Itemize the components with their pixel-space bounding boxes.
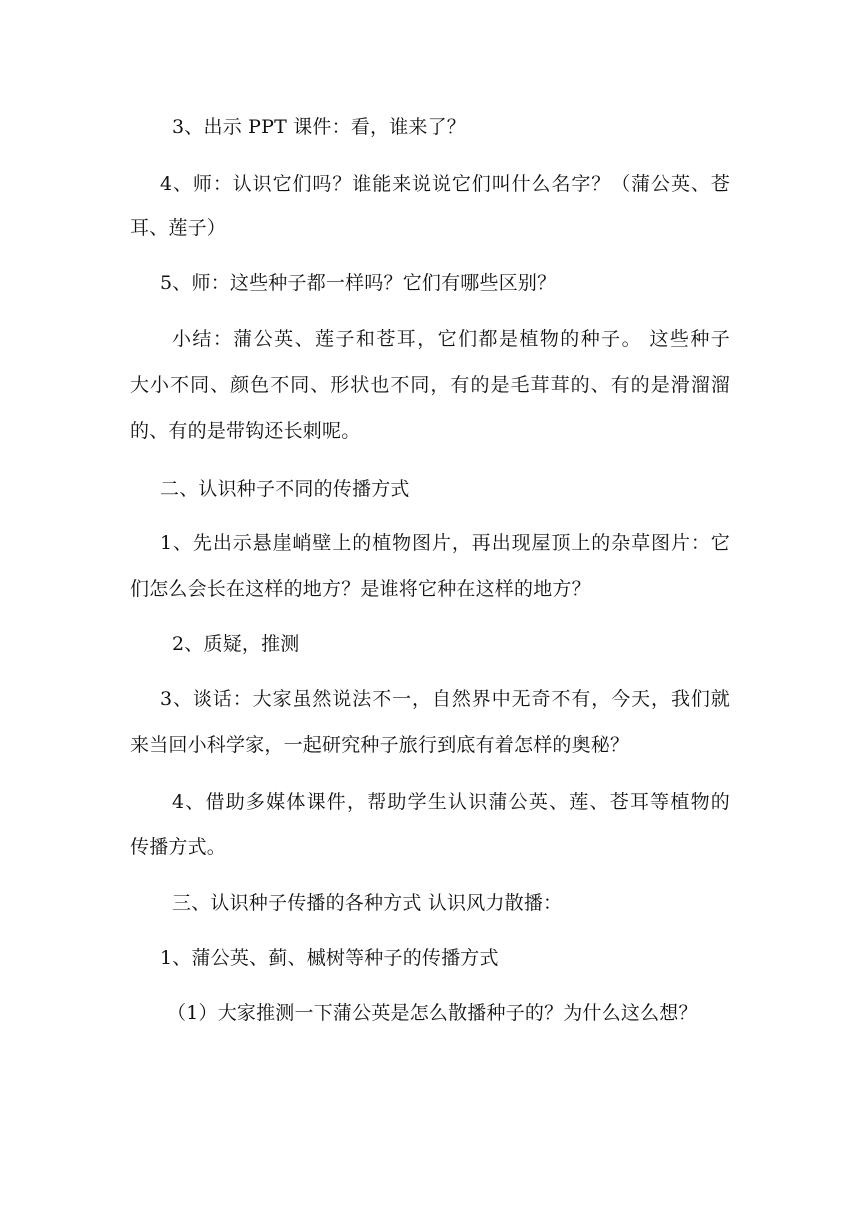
text-line: 来当回小科学家，一起研究种子旅行到底有着怎样的奥秘？ (130, 734, 630, 756)
text-line: 们怎么会长在这样的地方？是谁将它种在这样的地方？ (130, 578, 591, 600)
text-line: 小结：蒲公英、莲子和苍耳，它们都是植物的种子。 这些种子 (172, 328, 730, 350)
text-line: 4、师：认识它们吗？谁能来说说它们叫什么名字？（蒲公英、苍 (160, 173, 730, 195)
text-line: 1、蒲公英、蓟、槭树等种子的传播方式 (160, 947, 499, 969)
text-line: 耳、莲子） (130, 217, 227, 239)
text-line: 4、借助多媒体课件，帮助学生认识蒲公英、莲、苍耳等植物的 (172, 791, 730, 813)
text-line: 三、认识种子传播的各种方式 认识风力散播： (172, 892, 563, 914)
text-line: 2、质疑，推测 (172, 633, 300, 655)
text-line: 1、先出示悬崖峭壁上的植物图片，再出现屋顶上的杂草图片：它 (160, 532, 730, 554)
text-line: 3、谈话：大家虽然说法不一，自然界中无奇不有，今天，我们就 (160, 688, 730, 710)
text-line: 3、出示 PPT 课件：看，谁来了？ (172, 116, 467, 138)
text-line: 传播方式。 (130, 836, 227, 858)
text-line: 二、认识种子不同的传播方式 (160, 478, 410, 500)
text-line: 的、有的是带钩还长刺呢。 (130, 420, 361, 442)
text-line: （1）大家推测一下蒲公英是怎么散播种子的？为什么这么想？ (167, 1002, 698, 1024)
text-line: 5、师：这些种子都一样吗？它们有哪些区别？ (160, 272, 557, 294)
text-line: 大小不同、颜色不同、形状也不同，有的是毛茸茸的、有的是滑溜溜 (130, 374, 730, 396)
